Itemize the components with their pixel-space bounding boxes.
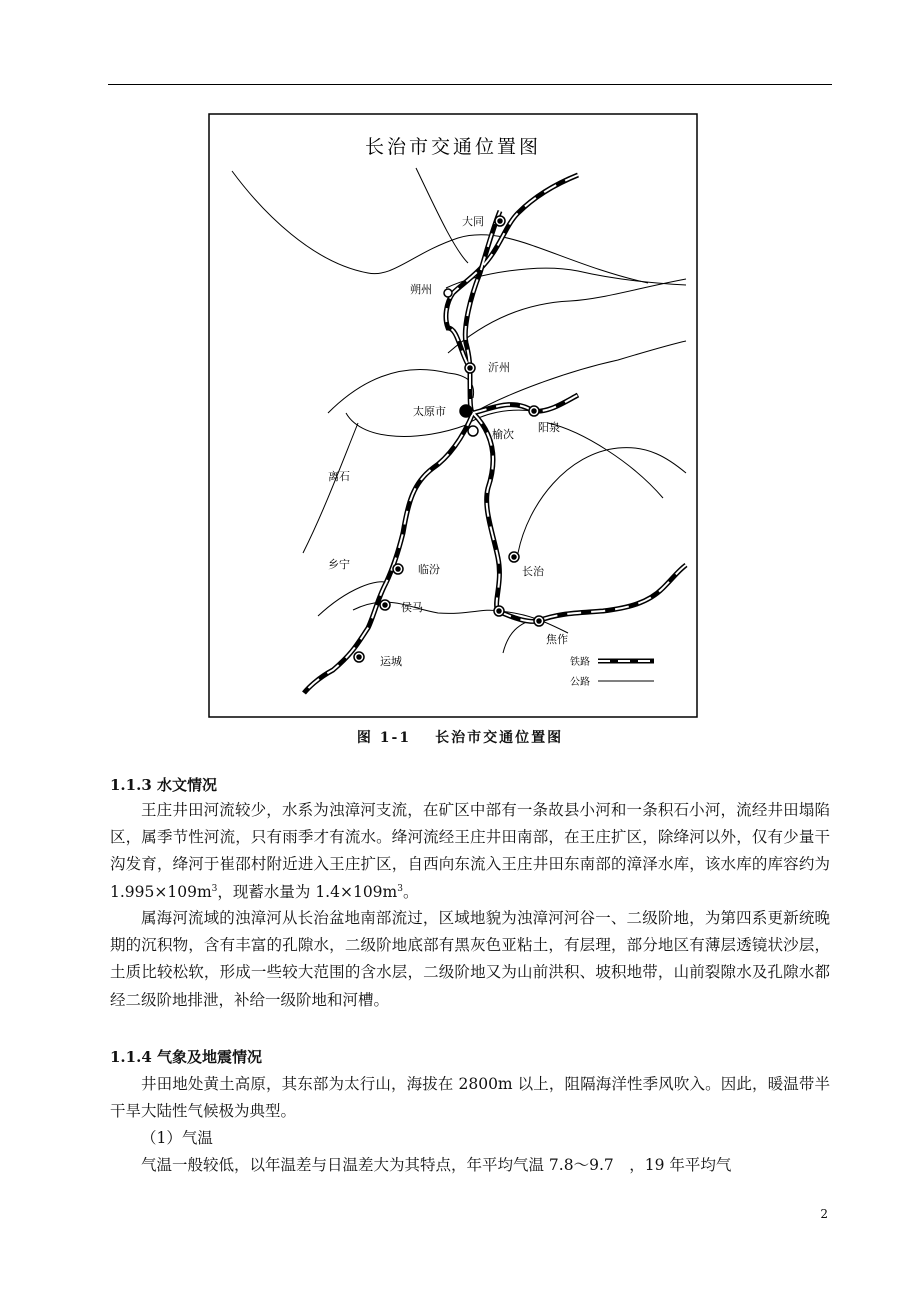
hydrology-paragraph-1: 王庄井田河流较少，水系为浊漳河支流，在矿区中部有一条故县小河和一条积石小河，流经井田塌陷区，属季节性河流，只有雨季才有流水。绛河流经王庄井田南部，在王庄扩区，除绛河以外，仅有少量干沟发育，绛河于崔邵村附近进入王庄扩区，自西向东流入王庄井田东南部的漳泽水库，该水库的库容约为 $1.995\times 109m^3$，现蓄水量为 $1.4\times 109m^3$。 — [110, 801, 830, 901]
climate-paragraph-1: 井田地处黄土高原，其东部为太行山，海拔在 2800m 以上，阻隔海洋性季风吹入。因此，暖温带半干旱大陆性气候极为典型。 — [110, 1075, 830, 1121]
city-label-datong: 大同 — [462, 215, 484, 228]
city-label-changzhi: 长治 — [522, 565, 544, 578]
figure-title: 长治市交通位置图 — [435, 730, 564, 746]
page-number: 2 — [820, 1207, 828, 1221]
hydrology-p1-text-a: 王庄井田河流较少，水系为浊漳河支流，在矿区中部有一条故县小河和一条积石小河，流经井田塌陷区，属季节性河流，只有雨季才有流水。绛河流经王庄井田南部，在王庄扩区，除绛河以外，仅有少量干沟发育，绛河于崔邵村附近进入王庄扩区，自西向东流入王庄井田东南部的漳泽水库，该水库的库容约为 1.995×109m — [110, 801, 830, 901]
map-frame — [209, 114, 697, 717]
city-label-shuozhou: 朔州 — [410, 283, 432, 296]
city-label-jiaozuo: 焦作 — [546, 633, 568, 646]
map-title: 长治市交通位置图 — [364, 136, 542, 158]
header-rule — [108, 84, 832, 85]
city-label-linfen: 临汾 — [418, 563, 440, 576]
city-label-xinzhou: 沂州 — [488, 361, 510, 374]
city-label-houma: 侯马 — [401, 601, 423, 614]
section-heading-climate: 1.1.4 气象及地震情况 — [110, 1048, 262, 1066]
legend-highway-label: 公路 — [570, 677, 590, 688]
city-label-xiangning: 乡宁 — [328, 558, 350, 571]
section-heading-hydrology: 1.1.3 水文情况 — [110, 776, 217, 794]
subsection-temperature: （1）气温 — [141, 1129, 213, 1147]
city-label-yangquan: 阳泉 — [538, 421, 560, 434]
traffic-location-map — [208, 113, 698, 718]
figure-caption — [0, 727, 920, 747]
city-label-yuncheng: 运城 — [380, 655, 402, 668]
city-label-taiyuan: 太原市 — [413, 405, 446, 418]
city-label-lishi: 离石 — [328, 470, 350, 483]
city-label-yuci: 榆次 — [492, 428, 514, 441]
climate-paragraph-2: 气温一般较低，以年温差与日温差大为其特点，年平均气温 7.8～9.7 ，19 年平均气 — [141, 1156, 732, 1174]
hydrology-p1-text-c: 。 — [402, 882, 419, 901]
legend-railway-label: 铁路 — [570, 657, 590, 668]
hydrology-p1-text-b: ，现蓄水量为 1.4×109m — [217, 882, 398, 901]
figure-number: 图 1-1 — [356, 730, 412, 746]
hydrology-paragraph-2: 属海河流域的浊漳河从长治盆地南部流过，区域地貌为浊漳河河谷一、二级阶地，为第四系更新统晚期的沉积物，含有丰富的孔隙水，二级阶地底部有黑灰色亚粘土，有层理，部分地区有薄层透镜状沙层，土质比较松软，形成一些较大范围的含水层，二级阶地又为山前洪积、坡积地带，山前裂隙水及孔隙水都经二级阶地排泄，补给一级阶地和河槽。 — [110, 909, 830, 1009]
